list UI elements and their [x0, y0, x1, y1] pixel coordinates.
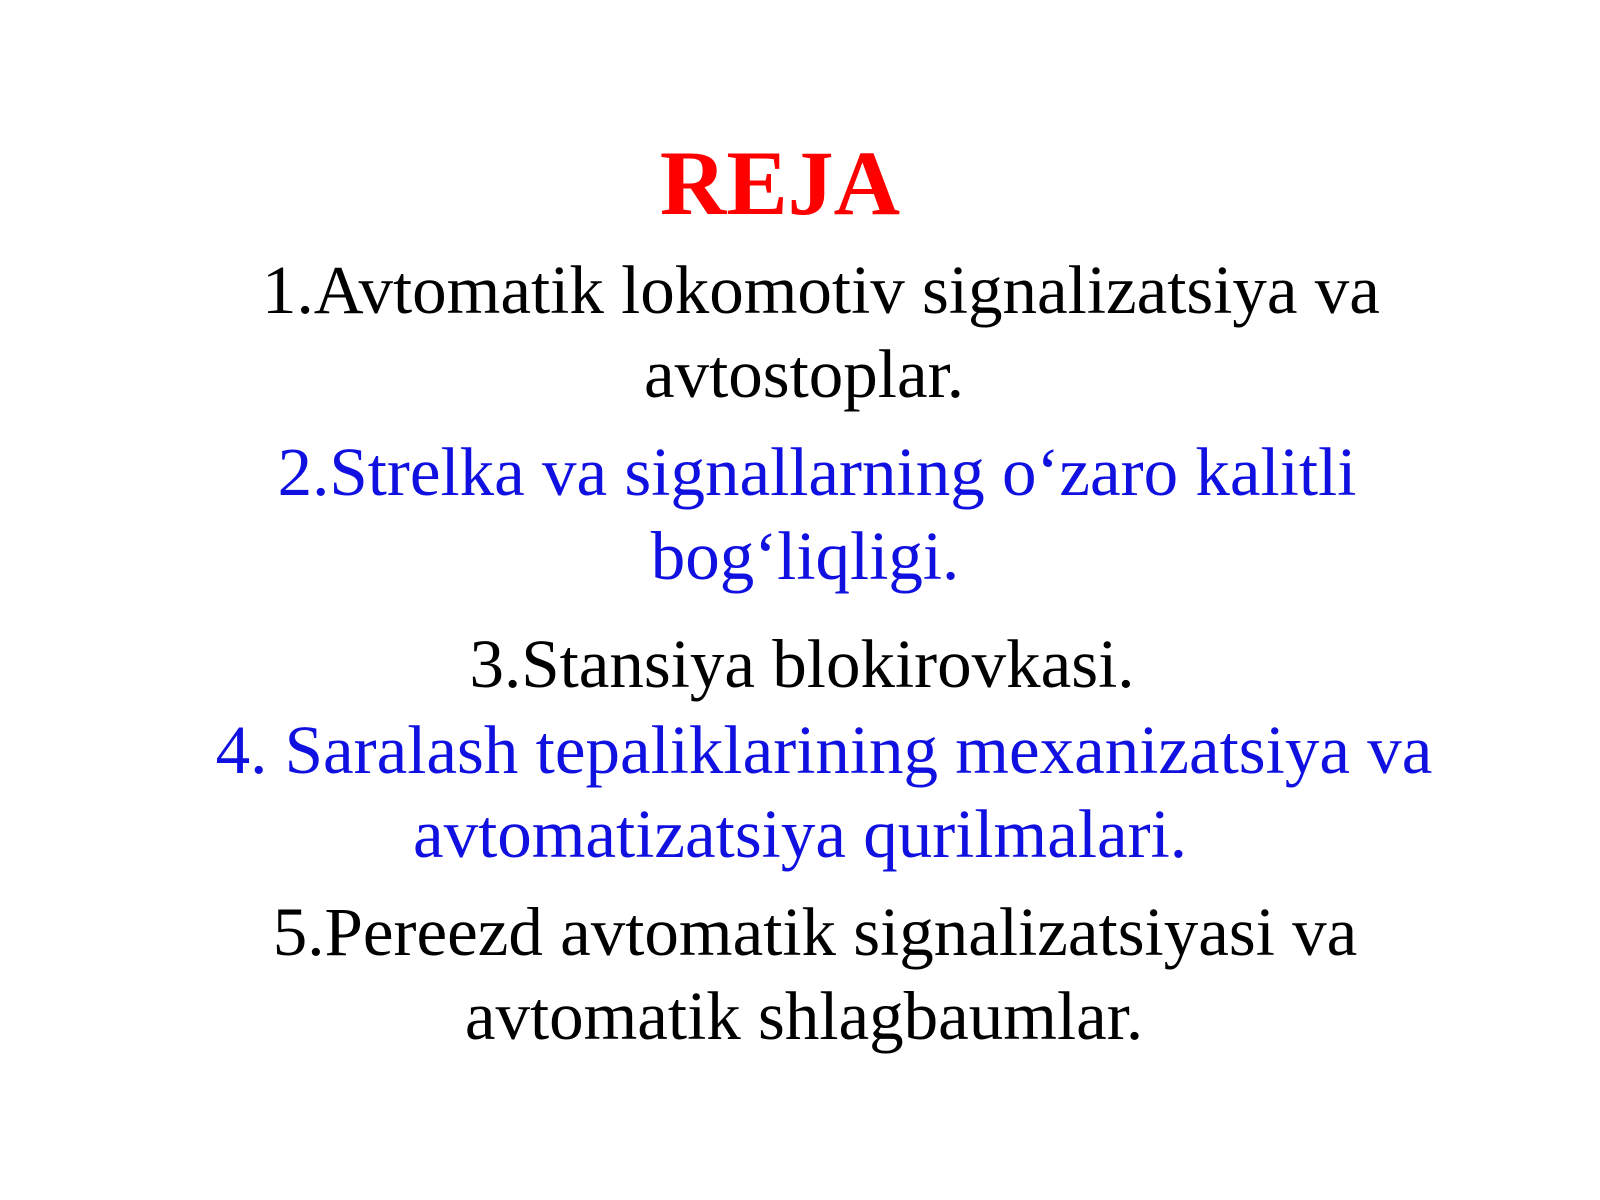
- plan-item-1-line-2: avtostoplar.: [643, 336, 965, 412]
- plan-item-4: [0, 708, 1600, 876]
- plan-item-2: [0, 430, 1600, 598]
- plan-item-1-line-1: 1.Avtomatik lokomotiv signalizatsiya va: [262, 252, 1380, 328]
- slide-title: REJA: [659, 132, 901, 234]
- plan-item-2-line-1: 2.Strelka va signallarning o‘zaro kalitli: [277, 434, 1357, 510]
- plan-item-2-line-2: bog‘liqligi.: [650, 518, 960, 594]
- plan-item-5-line-1: 5.Pereezd avtomatik signalizatsiyasi va: [272, 894, 1358, 970]
- plan-item-3-line-1: 3.Stansiya blokirovkasi.: [469, 626, 1135, 702]
- plan-item-4-line-2: avtomatizatsiya qurilmalari.: [412, 796, 1188, 872]
- plan-item-3: [0, 622, 1600, 706]
- plan-item-5-line-2: avtomatik shlagbaumlar.: [464, 978, 1144, 1054]
- plan-item-1: [0, 248, 1600, 416]
- plan-item-4-line-1: 4. Saralash tepaliklarining mexanizatsiya va: [215, 712, 1433, 788]
- plan-item-5: [0, 890, 1600, 1058]
